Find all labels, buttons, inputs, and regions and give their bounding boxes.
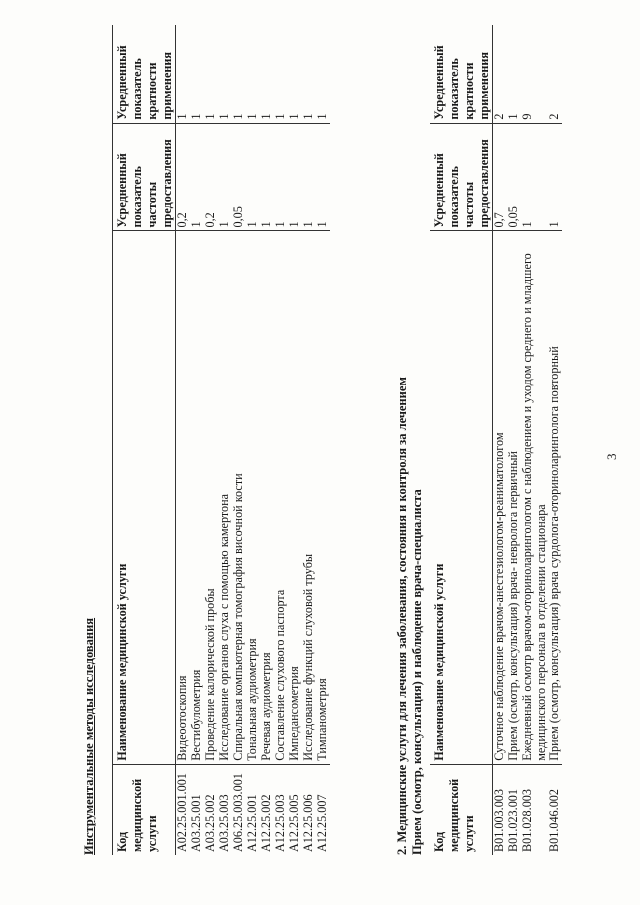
header-name: Наименование медицинской услуги — [113, 231, 176, 764]
section2-title — [395, 377, 425, 855]
cell-frequency: 0,05 — [232, 123, 246, 231]
cell-name: Прием (осмотр, консультация) врача- невролога первичный — [507, 231, 521, 764]
instrumental-methods-table — [112, 25, 330, 855]
header-multiplicity: Усредненный показатель кратности применения — [430, 25, 493, 123]
table-header-row — [430, 25, 493, 855]
cell-frequency: 1 — [302, 123, 316, 231]
cell-multiplicity: 1 — [506, 113, 520, 120]
cell-multiplicity: 2 — [547, 113, 561, 120]
cell-frequency: 0,05 — [507, 123, 521, 231]
cell-code: A03.25.002 — [204, 764, 218, 855]
specialist-visits-table — [430, 25, 562, 855]
cell-code: A12.25.001 — [246, 764, 260, 855]
table-row — [521, 25, 548, 855]
cell-code: B01.046.002 — [548, 764, 562, 855]
cell-multiplicity: 1 — [259, 113, 273, 120]
cell-name: Импедансометрия — [288, 231, 302, 764]
cell-name: Видеоотоскопия — [176, 231, 191, 764]
cell-frequency: 1 — [274, 123, 288, 231]
cell-multiplicity: 1 — [287, 113, 301, 120]
cell-multiplicity: 2 — [492, 113, 506, 120]
table-row — [302, 25, 316, 855]
cell-frequency: 0,2 — [176, 123, 191, 231]
section1-title: Инструментальные методы исследования — [82, 617, 96, 855]
table-row — [246, 25, 260, 855]
header-frequency: Усредненный показатель частоты предоставления — [430, 123, 493, 231]
cell-frequency: 1 — [190, 123, 204, 231]
table-row — [507, 25, 521, 855]
cell-name: Ежедневный осмотр врачом-оториноларингологом с наблюдением и уходом среднего и младшего медицинского персонала в отделении стационара — [521, 231, 548, 764]
cell-code: A12.25.007 — [316, 764, 330, 855]
cell-code: B01.028.003 — [521, 764, 548, 855]
cell-frequency: 1 — [246, 123, 260, 231]
table-row — [316, 25, 330, 855]
cell-name: Суточное наблюдение врачом-анестезиологом-реаниматологом — [493, 231, 508, 764]
table-row — [176, 25, 191, 855]
table-row — [288, 25, 302, 855]
section2-title-line2: Прием (осмотр, консультация) и наблюдение врача-специалиста — [410, 489, 424, 855]
cell-code: A06.25.003.001 — [232, 764, 246, 855]
header-code: Код медицинской услуги — [113, 764, 176, 855]
cell-frequency: 0,2 — [204, 123, 218, 231]
table-row — [548, 25, 562, 855]
cell-multiplicity: 1 — [217, 113, 231, 120]
cell-name: Прием (осмотр, консультация) врача сурдолога-оториноларинголога повторный — [548, 231, 562, 764]
cell-name: Тональная аудиометрия — [246, 231, 260, 764]
page-number: 3 — [604, 453, 619, 460]
cell-frequency: 0,7 — [493, 123, 508, 231]
cell-code: A12.25.006 — [302, 764, 316, 855]
cell-code: A03.25.003 — [218, 764, 232, 855]
cell-frequency: 1 — [316, 123, 330, 231]
section2-title-line1: 2. Медицинские услуги для лечения заболевания, состояния и контроля за лечением — [395, 377, 409, 855]
cell-name: Вестибулометрия — [190, 231, 204, 764]
table-row — [232, 25, 246, 855]
table-row — [260, 25, 274, 855]
cell-name: Проведение калорической пробы — [204, 231, 218, 764]
cell-multiplicity: 1 — [301, 113, 315, 120]
cell-name: Речевая аудиометрия — [260, 231, 274, 764]
cell-multiplicity: 1 — [273, 113, 287, 120]
table-row — [204, 25, 218, 855]
cell-frequency: 1 — [260, 123, 274, 231]
cell-frequency: 1 — [521, 123, 548, 231]
cell-multiplicity: 1 — [203, 113, 217, 120]
cell-multiplicity: 1 — [189, 113, 203, 120]
cell-name: Спиральная компьютерная томография височной кости — [232, 231, 246, 764]
table-row — [493, 25, 508, 855]
header-frequency: Усредненный показатель частоты предоставления — [113, 123, 176, 231]
table-row — [218, 25, 232, 855]
cell-code: A12.25.002 — [260, 764, 274, 855]
cell-name: Составление слухового паспорта — [274, 231, 288, 764]
cell-code: A12.25.003 — [274, 764, 288, 855]
cell-name: Исследование функций слуховой трубы — [302, 231, 316, 764]
header-name: Наименование медицинской услуги — [430, 231, 493, 764]
table-row — [190, 25, 204, 855]
cell-frequency: 1 — [288, 123, 302, 231]
cell-code: B01.003.003 — [493, 764, 508, 855]
table-header-row — [113, 25, 176, 855]
cell-code: A12.25.005 — [288, 764, 302, 855]
cell-code: A02.25.001.001 — [176, 764, 191, 855]
header-code: Код медицинской услуги — [430, 764, 493, 855]
cell-frequency: 1 — [548, 123, 562, 231]
cell-multiplicity: 1 — [315, 113, 329, 120]
cell-frequency: 1 — [218, 123, 232, 231]
cell-multiplicity: 1 — [175, 113, 189, 120]
cell-multiplicity: 1 — [245, 113, 259, 120]
cell-name: Исследование органов слуха с помощью камертона — [218, 231, 232, 764]
cell-code: A03.25.001 — [190, 764, 204, 855]
cell-multiplicity: 1 — [231, 113, 245, 120]
table-row — [274, 25, 288, 855]
cell-code: B01.023.001 — [507, 764, 521, 855]
cell-name: Тимпанометрия — [316, 231, 330, 764]
header-multiplicity: Усредненный показатель кратности применения — [113, 25, 176, 123]
cell-multiplicity: 9 — [520, 113, 534, 120]
